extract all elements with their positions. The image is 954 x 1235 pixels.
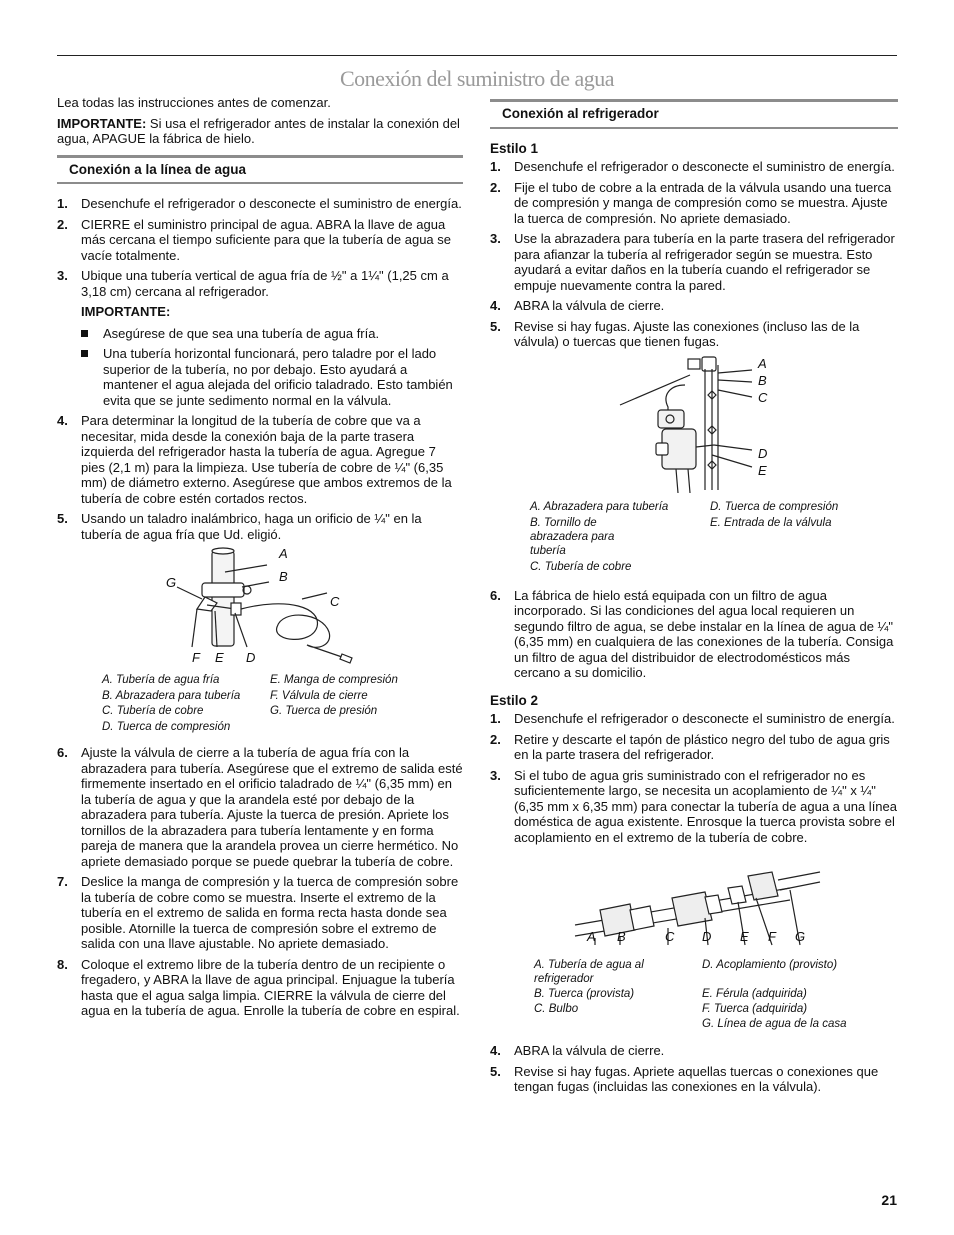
fig2-label-f: F [768,929,776,944]
list-item: 2. CIERRE el suministro principal de agua. ABRA la llave de agua más cercana el tiempo suficiente para que la tubería de agua se vacíe totalmente. [57,216,452,263]
style2-steps-end [490,1043,898,1095]
list-item: Una tubería horizontal funcionará, pero taladre por el lado superior de la tubería, no por debajo. Esto ayudará a mantener el agua alejada del orificio taladrado. Esto también evita que se junte sedimento normal en la válvula. [81,346,463,408]
important-note [57,116,463,147]
caption-item: F. Tuerca (adquirida) [702,1003,808,1015]
important-label: IMPORTANTE: [57,115,147,131]
steps-list-a [57,196,463,299]
caption-item: D. Acoplamiento (provisto) [702,959,838,971]
fig1-label-e: E [758,462,767,478]
list-item: 4. ABRA la válvula de cierre. [490,1043,665,1058]
fig2-label-d: D [702,929,712,944]
fig2-label-e: E [740,929,749,944]
figure-caption-3 [490,958,898,1031]
valve-inlet-illustration [490,355,898,495]
list-item: 5. Usando un taladro inalámbrico, haga un orificio de ¼" en la tubería de agua fría que Ud. eligió. [57,511,422,542]
caption-item: A. Tubería de agua fría [102,674,220,686]
caption-item: B. Tornillo de abrazadera para tubería [530,516,615,557]
important-text: Si usa el refrigerador antes de instalar la conexión del agua, APAGUE la fábrica de hielo. [57,115,460,146]
fig-label-b: B [279,569,288,584]
fig-label-d: D [246,650,256,665]
page-number: 21 [881,1192,897,1208]
fig-label-c: C [330,594,340,609]
fig2-label-c: C [665,929,675,944]
top-rule [57,55,897,56]
steps-list-c [57,745,463,1019]
style2-heading: Estilo 2 [490,692,539,708]
caption-item: D. Tuerca de compresión [102,720,231,733]
fig1-label-d: D [758,445,768,461]
coupling-figure [490,850,898,950]
list-item: 1. Desenchufe el refrigerador o desconecte el suministro de energía. [490,711,895,726]
list-item: 2. Retire y descarte el tapón de plástico negro del tubo de agua gris en la parte trasera del refrigerador. [490,731,890,762]
caption-item [270,720,430,736]
caption-item: E. Entrada de la válvula [710,516,832,529]
page-title: Conexión del suministro de agua [339,66,615,91]
shutoff-valve-illustration [57,547,463,672]
list-item: 5. Revise si hay fugas. Ajuste las conexiones (incluso las de la válvula) o tuercas que tienen fugas. [490,318,860,349]
list-item: 5. Revise si hay fugas. Apriete aquellas tuercas o conexiones que tengan fugas (incluidas las conexiones en la válvula). [490,1063,879,1094]
list-item: 6. La fábrica de hielo está equipada con un filtro de agua incorporado. Si las condiciones del agua local requieren un segundo filtro de agua, se debe instalar en la línea de agua de ¼" (6,35 mm) en cualquiera de las conexiones de la tubería. Consiga un filtro de agua del distribuidor de electrodomésticos más cercano a su domicilio. [490,587,894,680]
fig1-label-c: C [758,389,768,405]
caption-item: C. Tubería de cobre [102,705,204,717]
section-heading-refrigerator: Conexión al refrigerador [490,99,898,129]
fig-label-g: G [166,575,177,590]
caption-item: A. Abrazadera para tubería [530,500,669,513]
style2-steps [490,711,898,845]
caption-item: D. Tuerca de compresión [710,500,839,513]
fig1-label-a: A [758,355,767,371]
list-item: 1. Desenchufe el refrigerador o desconecte el suministro de energía. [490,159,895,174]
figure-caption-2 [490,500,898,574]
caption-item: G. Tuerca de presión [270,705,378,717]
fig2-label-g: G [795,929,806,944]
steps-list-b [57,413,463,542]
caption-item: E. Férula (adquirida) [702,988,807,1000]
bullet-list [57,326,463,409]
figure-caption-1 [57,673,463,735]
list-item: 2. Fije el tubo de cobre a la entrada de la válvula usando una tuerca de compresión y manga de compresión como se muestra. Ajuste la tuerca de compresión. No apriete demasiado. [490,179,892,226]
caption-item [534,1017,702,1031]
list-item: 3. Use la abrazadera para tubería en la parte trasera del refrigerador para afianzar la tubería al refrigerador según se muestra. Esto ayudará a evitar daños en la tubería cuando el refrigerador se empuje nuevamente contra la pared. [490,231,895,293]
list-item: 8. Coloque el extremo libre de la tubería dentro de un recipiente o fregadero, y ABRA la llave de agua principal. Enjuague la tubería hasta que el agua salga limpia. CIERRE la válvula de cierre del agua en la tubería de agua. Enrolle la tubería de cobre en espiral. [57,956,460,1018]
valve-inlet-figure [490,355,898,495]
coupling-illustration [490,850,898,950]
fig-label-a: A [279,546,288,561]
fig-label-f: F [192,650,200,665]
caption-item: B. Tuerca (provista) [534,988,635,1000]
caption-item: F. Válvula de cierre [270,689,368,702]
style1-step6 [490,588,898,681]
fig2-label-b: B [617,929,626,944]
fig2-label-a: A [587,929,596,944]
list-item: 1. Desenchufe el refrigerador o desconecte el suministro de energía. [57,196,462,211]
right-column [490,95,898,1100]
style1-heading: Estilo 1 [490,140,539,156]
intro-text: Lea todas las instrucciones antes de comenzar. [57,95,331,110]
caption-item: C. Bulbo [534,1003,579,1015]
caption-item: B. Abrazadera para tubería [102,689,241,702]
style1-steps [490,159,898,350]
list-item: Asegúrese de que sea una tubería de agua fría. [81,326,463,342]
fig-label-e: E [215,650,224,665]
caption-item: G. Línea de agua de la casa [702,1018,847,1030]
caption-item: C. Tubería de cobre [530,560,632,573]
list-item: 6. Ajuste la válvula de cierre a la tubería de agua fría con la abrazadera para tubería. Asegúrese que el extremo de salida esté firmemente insertado en el orificio taladrado de ¼" (6,35 mm) en la tubería de agua y que la arandela esté por debajo de la abrazadera para tubería. Ajuste la tuerca de presión. Apriete los tornillos de la abrazadera para tubería lentamente y en forma pareja de manera que la arandela provea un cierre hermético. No apriete demasiado porque se puede quebrar la tubería de cobre. [57,745,463,869]
left-column [57,95,463,1024]
caption-item: A. Tubería de agua al refrigerador [534,959,644,985]
list-item: 7. Deslice la manga de compresión y la tuerca de compresión sobre la tubería de cobre como se muestra. Inserte el extremo de la tubería en el extremo de salida en forma recta hasta donde sea posible. Atornille la tuerca de compresión sobre el extremo de salida con una llave ajustable. No apriete demasiado. [57,874,459,951]
list-item: 4. ABRA la válvula de cierre. [490,298,665,313]
shutoff-valve-figure [57,547,463,672]
list-item: 3. Ubique una tubería vertical de agua fría de ½" a 1¼" (1,25 cm a 3,18 cm) cercana al refrigerador. [57,268,449,299]
fig1-label-b: B [758,372,767,388]
caption-item: E. Manga de compresión [270,674,398,686]
section-heading-water-line: Conexión a la línea de agua [57,155,463,185]
list-item: 3. Si el tubo de agua gris suministrado con el refrigerador no es suficientemente largo, se necesita un acoplamiento de ¼" x ¼" (6,35 mm x 6,35 mm) para conectar la tubería de agua a una línea doméstica de agua existente. Enrosque la tuerca provista sobre el acoplamiento en el extremo de la tubería de cobre. [490,767,897,845]
list-item: 4. Para determinar la longitud de la tubería de cobre que va a necesitar, mida desde la conexión baja de la parte trasera izquierda del refrigerador hasta la tubería de agua. Agregue 7 pies (2,1 m) para la limpieza. Use tubería de cobre de ¼" (6,35 mm) de diámetro externo. Asegúrese que ambos extremos de la tubería de cobre estén cortados rectos. [57,413,452,506]
important-sublabel: IMPORTANTE: [81,304,171,319]
caption-item [710,560,860,574]
